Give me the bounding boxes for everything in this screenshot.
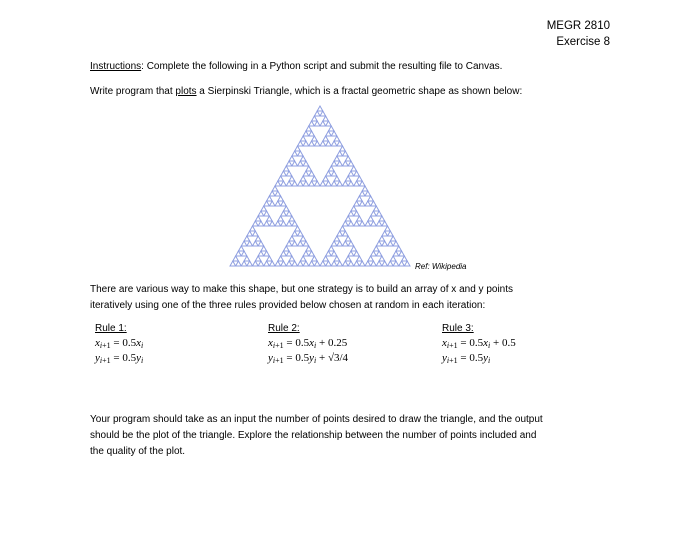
- rule-1-title: Rule 1:: [95, 323, 127, 334]
- sierpinski-cell: [376, 261, 382, 266]
- sierpinski-cell: [258, 241, 264, 246]
- sierpinski-cell: [382, 241, 388, 246]
- sierpinski-cell: [379, 236, 385, 241]
- sierpinski-cell: [314, 111, 320, 116]
- sierpinski-cell: [303, 261, 309, 266]
- sierpinski-cell: [371, 211, 377, 216]
- sierpinski-cell: [331, 161, 337, 166]
- sierpinski-cell: [354, 211, 360, 216]
- sierpinski-cell: [326, 131, 332, 136]
- sierpinski-cell: [320, 121, 326, 126]
- sierpinski-cell: [309, 251, 315, 256]
- sierpinski-cell: [278, 216, 284, 221]
- sierpinski-cell: [331, 131, 337, 136]
- sierpinski-cell: [298, 231, 304, 236]
- sierpinski-cell: [289, 176, 295, 181]
- sierpinski-cell: [326, 121, 332, 126]
- sierpinski-cell: [345, 256, 351, 261]
- task-link: plots: [175, 86, 197, 97]
- sierpinski-cell: [337, 161, 343, 166]
- sierpinski-cell: [278, 256, 284, 261]
- sierpinski-cell: [306, 166, 312, 171]
- closing-line-1: Your program should take as an input the number of points desired to draw the triangle, and the output: [90, 414, 543, 425]
- sierpinski-cell: [337, 181, 343, 186]
- sierpinski-cell: [314, 141, 320, 146]
- sierpinski-cell: [317, 106, 323, 111]
- sierpinski-cell: [255, 216, 261, 221]
- sierpinski-cell: [399, 261, 405, 266]
- sierpinski-cell: [368, 256, 374, 261]
- sierpinski-cell: [292, 241, 298, 246]
- sierpinski-cell: [326, 141, 332, 146]
- sierpinski-cell: [264, 211, 270, 216]
- sierpinski-cell: [286, 171, 292, 176]
- sierpinski-cell: [255, 236, 261, 241]
- sierpinski-cell: [286, 241, 292, 246]
- rule-1: [95, 322, 143, 366]
- sierpinski-cell: [354, 201, 360, 206]
- sierpinski-cell: [343, 221, 349, 226]
- sierpinski-cell: [331, 181, 337, 186]
- sierpinski-cell: [373, 246, 379, 251]
- sierpinski-cell: [300, 136, 306, 141]
- sierpinski-cell: [275, 181, 281, 186]
- sierpinski-cell: [357, 256, 363, 261]
- sierpinski-cell: [230, 261, 236, 266]
- sierpinski-cell: [331, 141, 337, 146]
- sierpinski-cell: [312, 176, 318, 181]
- sierpinski-cell: [328, 246, 334, 251]
- sierpinski-cell: [343, 181, 349, 186]
- sierpinski-cell: [281, 171, 287, 176]
- sierpinski-cell: [343, 261, 349, 266]
- sierpinski-cell: [253, 231, 259, 236]
- closing-line-2: should be the plot of the triangle. Explore the relationship between the number of points included and: [90, 430, 537, 441]
- sierpinski-cell: [247, 231, 253, 236]
- sierpinski-cell: [298, 151, 304, 156]
- sierpinski-cell: [303, 181, 309, 186]
- sierpinski-cell: [247, 241, 253, 246]
- sierpinski-cell: [388, 261, 394, 266]
- sierpinski-cell: [250, 226, 256, 231]
- sierpinski-cell: [253, 241, 259, 246]
- sierpinski-cell: [323, 136, 329, 141]
- sierpinski-cell: [303, 241, 309, 246]
- sierpinski-cell: [348, 221, 354, 226]
- sierpinski-cell: [298, 161, 304, 166]
- sierpinski-cell: [359, 261, 365, 266]
- sierpinski-cell: [253, 221, 259, 226]
- sierpinski-cell: [348, 171, 354, 176]
- sierpinski-cell: [236, 251, 242, 256]
- sierpinski-cell: [292, 261, 298, 266]
- sierpinski-cell: [286, 251, 292, 256]
- sierpinski-cell: [345, 156, 351, 161]
- sierpinski-cell: [351, 246, 357, 251]
- sierpinski-cell: [357, 196, 363, 201]
- rule-3-y-equation: $y_{i+1} = 0.5y_i$: [442, 352, 491, 365]
- sierpinski-cell: [312, 116, 318, 121]
- instructions-label: Instructions: [90, 61, 142, 72]
- rule-3-title: Rule 3:: [442, 323, 474, 334]
- sierpinski-cell: [334, 156, 340, 161]
- sierpinski-cell: [261, 206, 267, 211]
- sierpinski-cell: [283, 206, 289, 211]
- sierpinski-cell: [340, 146, 346, 151]
- rule-2-title: Rule 2:: [268, 323, 300, 334]
- sierpinski-cell: [334, 136, 340, 141]
- sierpinski-cell: [295, 226, 301, 231]
- sierpinski-cell: [236, 261, 242, 266]
- sierpinski-cell: [345, 236, 351, 241]
- sierpinski-cell: [264, 261, 270, 266]
- rule-3: [442, 322, 516, 366]
- sierpinski-cell: [393, 251, 399, 256]
- sierpinski-cell: [267, 196, 273, 201]
- sierpinski-cell: [275, 201, 281, 206]
- sierpinski-cell: [286, 261, 292, 266]
- sierpinski-cell: [269, 221, 275, 226]
- sierpinski-cell: [281, 211, 287, 216]
- sierpinski-cell: [351, 166, 357, 171]
- sierpinski-cell: [286, 161, 292, 166]
- sierpinski-cell: [312, 256, 318, 261]
- sierpinski-cell: [402, 256, 408, 261]
- sierpinski-cell: [331, 251, 337, 256]
- sierpinski-cell: [362, 186, 368, 191]
- rule-2: [268, 322, 348, 366]
- sierpinski-cell: [261, 246, 267, 251]
- sierpinski-cell: [337, 151, 343, 156]
- sierpinski-cell: [281, 261, 287, 266]
- sierpinski-cell: [247, 261, 253, 266]
- sierpinski-cell: [258, 211, 264, 216]
- sierpinski-cell: [258, 221, 264, 226]
- sierpinski-cell: [365, 191, 371, 196]
- sierpinski-cell: [320, 181, 326, 186]
- sierpinski-cell: [267, 216, 273, 221]
- sierpinski-cell: [306, 126, 312, 131]
- sierpinski-cell: [359, 221, 365, 226]
- sierpinski-cell: [323, 256, 329, 261]
- sierpinski-cell: [241, 241, 247, 246]
- sierpinski-cell: [309, 131, 315, 136]
- sierpinski-cell: [281, 251, 287, 256]
- sierpinski-cell: [345, 216, 351, 221]
- sierpinski-cell: [354, 181, 360, 186]
- sierpinski-cell: [286, 181, 292, 186]
- sierpinski-cell: [371, 251, 377, 256]
- sierpinski-cell: [289, 156, 295, 161]
- sierpinski-cell: [382, 261, 388, 266]
- sierpinski-cell: [264, 221, 270, 226]
- task-pre: Write program that: [90, 86, 176, 97]
- sierpinski-cell: [359, 201, 365, 206]
- sierpinski-cell: [382, 221, 388, 226]
- instructions-text: : Complete the following in a Python script and submit the resulting file to Canvas.: [141, 61, 503, 72]
- sierpinski-cell: [343, 151, 349, 156]
- sierpinski-cell: [348, 261, 354, 266]
- rule-1-x-equation: $x_{i+1} = 0.5x_i$: [95, 337, 144, 350]
- sierpinski-triangle-figure: [228, 104, 412, 270]
- sierpinski-cell: [348, 211, 354, 216]
- sierpinski-cell: [300, 176, 306, 181]
- sierpinski-cell: [258, 251, 264, 256]
- sierpinski-cell: [365, 201, 371, 206]
- sierpinski-cell: [326, 171, 332, 176]
- sierpinski-cell: [376, 211, 382, 216]
- sierpinski-cell: [345, 176, 351, 181]
- sierpinski-cell: [396, 246, 402, 251]
- sierpinski-cell: [399, 251, 405, 256]
- sierpinski-cell: [309, 121, 315, 126]
- task-post: a Sierpinski Triangle, which is a fractal geometric shape as shown below:: [196, 86, 523, 97]
- sierpinski-cell: [278, 176, 284, 181]
- sierpinski-cell: [393, 241, 399, 246]
- sierpinski-cell: [233, 256, 239, 261]
- sierpinski-cell: [244, 256, 250, 261]
- sierpinski-cell: [354, 261, 360, 266]
- sierpinski-cell: [348, 161, 354, 166]
- sierpinski-cell: [354, 251, 360, 256]
- rule-1-y-equation: $y_{i+1} = 0.5y_i$: [95, 352, 144, 365]
- task-line: [90, 84, 522, 100]
- sierpinski-cell: [238, 246, 244, 251]
- sierpinski-cell: [298, 141, 304, 146]
- strategy-line-2: iteratively using one of the three rules provided below chosen at random in each iteration:: [90, 300, 486, 311]
- sierpinski-cell: [298, 241, 304, 246]
- sierpinski-cell: [357, 216, 363, 221]
- sierpinski-cell: [278, 196, 284, 201]
- sierpinski-cell: [334, 176, 340, 181]
- strategy-line-1: There are various way to make this shape, but one strategy is to build an array of x and y points: [90, 284, 514, 295]
- sierpinski-cell: [258, 261, 264, 266]
- sierpinski-cell: [292, 161, 298, 166]
- sierpinski-cell: [289, 256, 295, 261]
- sierpinski-cell: [255, 256, 261, 261]
- sierpinski-cell: [357, 176, 363, 181]
- sierpinski-cell: [300, 256, 306, 261]
- sierpinski-cell: [312, 136, 318, 141]
- sierpinski-cell: [351, 206, 357, 211]
- sierpinski-cell: [390, 236, 396, 241]
- sierpinski-cell: [292, 231, 298, 236]
- sierpinski-cell: [385, 226, 391, 231]
- sierpinski-cell: [320, 261, 326, 266]
- sierpinski-cell: [371, 261, 377, 266]
- sierpinski-cell: [354, 171, 360, 176]
- sierpinski-cell: [373, 206, 379, 211]
- sierpinski-cell: [320, 141, 326, 146]
- sierpinski-cell: [241, 261, 247, 266]
- sierpinski-cell: [343, 161, 349, 166]
- sierpinski-cell: [314, 121, 320, 126]
- rule-3-x-equation: $x_{i+1} = 0.5x_i + 0.5$: [442, 337, 516, 350]
- sierpinski-cell: [328, 126, 334, 131]
- sierpinski-cell: [359, 191, 365, 196]
- sierpinski-cell: [340, 226, 346, 231]
- sierpinski-cell: [269, 191, 275, 196]
- sierpinski-cell: [348, 251, 354, 256]
- sierpinski-cell: [309, 181, 315, 186]
- sierpinski-cell: [275, 221, 281, 226]
- sierpinski-cell: [272, 186, 278, 191]
- sierpinski-cell: [368, 216, 374, 221]
- sierpinski-cell: [289, 216, 295, 221]
- sierpinski-cell: [300, 156, 306, 161]
- sierpinski-cell: [323, 176, 329, 181]
- sierpinski-cell: [309, 261, 315, 266]
- sierpinski-cell: [371, 221, 377, 226]
- sierpinski-cell: [306, 246, 312, 251]
- sierpinski-cell: [320, 111, 326, 116]
- sierpinski-cell: [365, 261, 371, 266]
- sierpinski-cell: [379, 256, 385, 261]
- sierpinski-cell: [314, 181, 320, 186]
- sierpinski-cell: [289, 236, 295, 241]
- sierpinski-cell: [388, 231, 394, 236]
- sierpinski-cell: [298, 261, 304, 266]
- rule-2-y-equation: $y_{i+1} = 0.5y_i + √3/4$: [268, 352, 349, 365]
- sierpinski-triangle: [230, 106, 410, 266]
- sierpinski-cell: [286, 221, 292, 226]
- sierpinski-cell: [348, 241, 354, 246]
- sierpinski-cell: [275, 191, 281, 196]
- sierpinski-cell: [348, 181, 354, 186]
- sierpinski-cell: [393, 261, 399, 266]
- sierpinski-cell: [283, 166, 289, 171]
- sierpinski-cell: [303, 161, 309, 166]
- sierpinski-cell: [388, 241, 394, 246]
- sierpinski-cell: [300, 236, 306, 241]
- sierpinski-cell: [382, 231, 388, 236]
- sierpinski-cell: [295, 146, 301, 151]
- sierpinski-cell: [328, 166, 334, 171]
- sierpinski-cell: [275, 261, 281, 266]
- sierpinski-cell: [264, 251, 270, 256]
- sierpinski-cell: [298, 181, 304, 186]
- sierpinski-cell: [309, 141, 315, 146]
- sierpinski-cell: [343, 231, 349, 236]
- instructions-line: [90, 59, 502, 75]
- sierpinski-cell: [371, 201, 377, 206]
- sierpinski-cell: [334, 256, 340, 261]
- sierpinski-cell: [331, 171, 337, 176]
- sierpinski-cell: [376, 241, 382, 246]
- sierpinski-cell: [267, 256, 273, 261]
- sierpinski-cell: [334, 236, 340, 241]
- sierpinski-cell: [269, 261, 275, 266]
- sierpinski-cell: [337, 141, 343, 146]
- sierpinski-cell: [303, 131, 309, 136]
- sierpinski-cell: [269, 201, 275, 206]
- sierpinski-cell: [292, 221, 298, 226]
- sierpinski-cell: [331, 241, 337, 246]
- sierpinski-cell: [326, 261, 332, 266]
- sierpinski-cell: [326, 181, 332, 186]
- sierpinski-cell: [303, 251, 309, 256]
- sierpinski-cell: [337, 231, 343, 236]
- sierpinski-cell: [337, 261, 343, 266]
- sierpinski-cell: [376, 221, 382, 226]
- exercise-number: Exercise 8: [556, 36, 610, 48]
- sierpinski-cell: [281, 221, 287, 226]
- sierpinski-cell: [326, 251, 332, 256]
- figure-reference: Ref: Wikipedia: [415, 262, 467, 271]
- sierpinski-cell: [331, 261, 337, 266]
- sierpinski-cell: [281, 201, 287, 206]
- sierpinski-cell: [359, 181, 365, 186]
- sierpinski-cell: [283, 246, 289, 251]
- sierpinski-cell: [286, 211, 292, 216]
- sierpinski-cell: [379, 216, 385, 221]
- sierpinski-cell: [368, 196, 374, 201]
- sierpinski-cell: [244, 236, 250, 241]
- sierpinski-cell: [390, 256, 396, 261]
- sierpinski-cell: [323, 116, 329, 121]
- sierpinski-cell: [343, 241, 349, 246]
- sierpinski-cell: [309, 171, 315, 176]
- sierpinski-cell: [337, 241, 343, 246]
- sierpinski-cell: [314, 261, 320, 266]
- sierpinski-cell: [253, 261, 259, 266]
- sierpinski-cell: [354, 221, 360, 226]
- sierpinski-cell: [404, 261, 410, 266]
- course-code: MEGR 2810: [546, 20, 610, 32]
- sierpinski-cell: [365, 221, 371, 226]
- sierpinski-cell: [303, 171, 309, 176]
- rule-2-x-equation: $x_{i+1} = 0.5x_i + 0.25$: [268, 337, 348, 350]
- sierpinski-cell: [292, 151, 298, 156]
- sierpinski-cell: [376, 251, 382, 256]
- sierpinski-cell: [264, 201, 270, 206]
- sierpinski-cell: [303, 141, 309, 146]
- closing-line-3: the quality of the plot.: [90, 446, 186, 457]
- sierpinski-cell: [241, 251, 247, 256]
- sierpinski-cell: [292, 181, 298, 186]
- sierpinski-cell: [281, 181, 287, 186]
